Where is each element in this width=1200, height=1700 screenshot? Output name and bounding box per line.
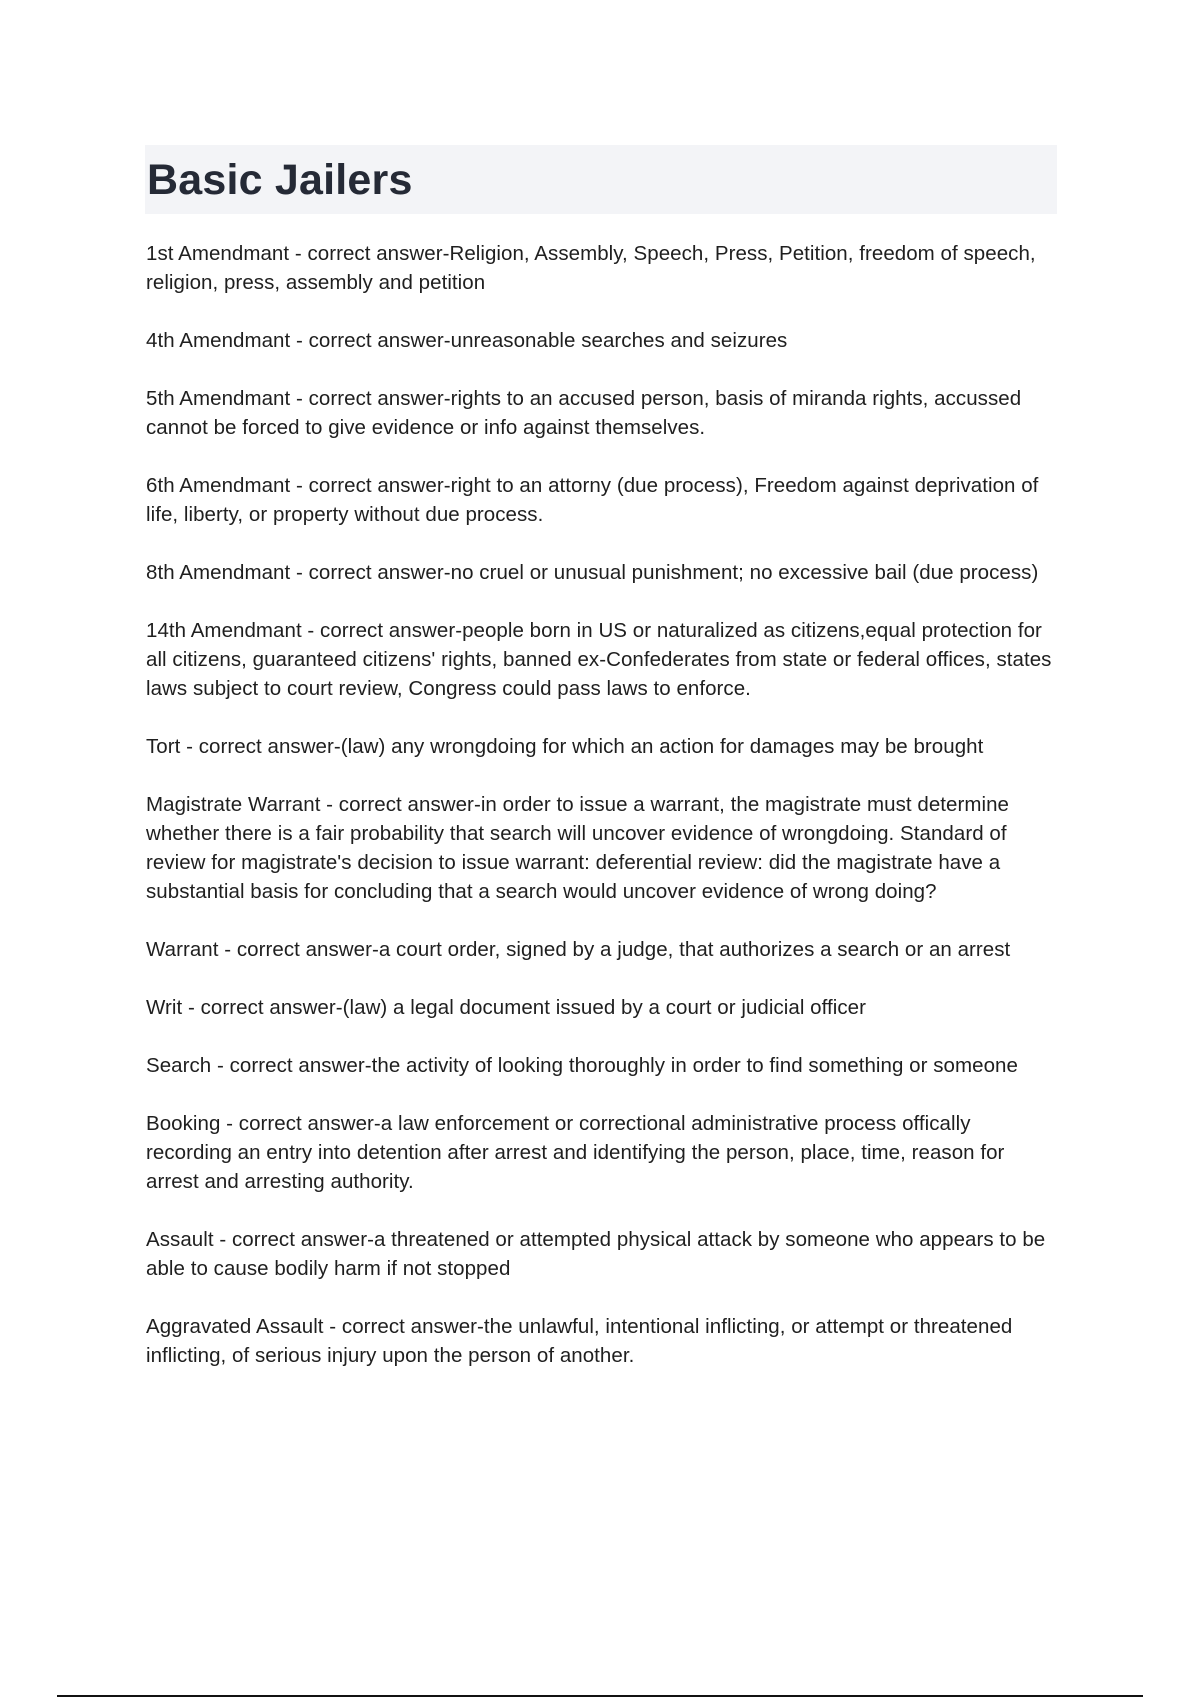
entry-8th-amendment: 8th Amendmant - correct answer-no cruel or unusual punishment; no excessive bail (due process) [146, 561, 1039, 584]
page-title: Basic Jailers [147, 156, 413, 204]
entry-magistrate-warrant: Magistrate Warrant - correct answer-in order to issue a warrant, the magistrate must determine whether there is a fair probability that search will uncover evidence of wrongdoing. Standard of review for magistrate's decision to issue warrant: deferential review: did the magistrate have a substantial basis for concluding that a search would uncover evidence of wrong doing? [146, 793, 1009, 903]
entry-booking: Booking - correct answer-a law enforcement or correctional administrative process offically recording an entry into detention after arrest and identifying the person, place, time, reason for arrest and arresting authority. [146, 1112, 1005, 1193]
entry-list [146, 239, 1062, 1399]
entry-search: Search - correct answer-the activity of looking thoroughly in order to find something or someone [146, 1054, 1018, 1077]
footer-divider [57, 1695, 1143, 1697]
entry-tort: Tort - correct answer-(law) any wrongdoing for which an action for damages may be brought [146, 735, 984, 758]
title-banner [145, 145, 1057, 214]
entry-assault: Assault - correct answer-a threatened or attempted physical attack by someone who appears to be able to cause bodily harm if not stopped [146, 1228, 1046, 1280]
entry-aggravated-assault: Aggravated Assault - correct answer-the unlawful, intentional inflicting, or attempt or threatened inflicting, of serious injury upon the person of another. [146, 1315, 1013, 1367]
entry-warrant: Warrant - correct answer-a court order, signed by a judge, that authorizes a search or an arrest [146, 938, 1011, 961]
entry-14th-amendment: 14th Amendmant - correct answer-people born in US or naturalized as citizens,equal protection for all citizens, guaranteed citizens' rights, banned ex-Confederates from state or federal offices, states laws subject to court review, Congress could pass laws to enforce. [146, 619, 1052, 700]
entry-1st-amendment: 1st Amendmant - correct answer-Religion, Assembly, Speech, Press, Petition, freedom of speech, religion, press, assembly and petition [146, 242, 1036, 294]
entry-4th-amendment: 4th Amendmant - correct answer-unreasonable searches and seizures [146, 329, 788, 352]
entry-6th-amendment: 6th Amendmant - correct answer-right to an attorny (due process), Freedom against deprivation of life, liberty, or property without due process. [146, 474, 1039, 526]
entry-writ: Writ - correct answer-(law) a legal document issued by a court or judicial officer [146, 996, 866, 1019]
entry-5th-amendment: 5th Amendmant - correct answer-rights to an accused person, basis of miranda rights, accussed cannot be forced to give evidence or info against themselves. [146, 387, 1022, 439]
